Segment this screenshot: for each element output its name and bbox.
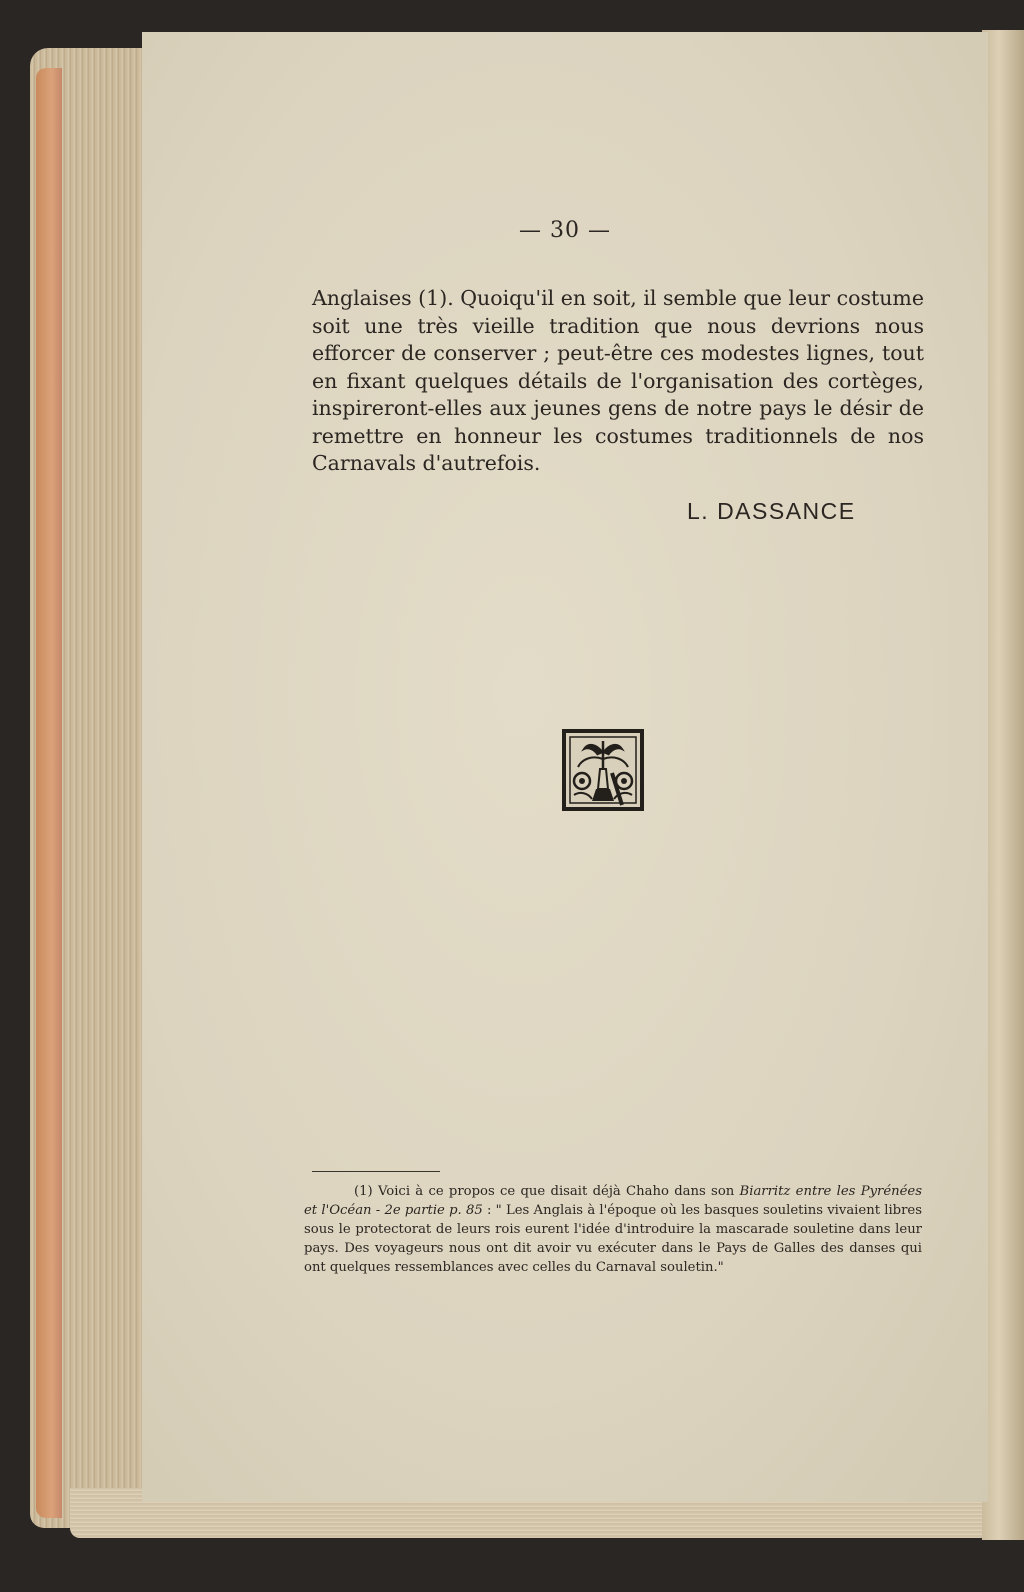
footnote <box>304 1182 922 1277</box>
footnote-text-start: Voici à ce propos ce que disait déjà Chaho dans son <box>372 1184 740 1199</box>
body-paragraph: Anglaises (1). Quoiqu'il en soit, il semble que leur costume soit une très vieille tradition que nous devrions nous efforcer de conserver ; peut-être ces modestes lignes, tout en fixant quelques détails de l'organisation des cortèges, inspireront-elles aux jeunes gens de notre pays le désir de remettre en honneur les costumes traditionnels de nos Carnavals d'autrefois. <box>312 286 924 475</box>
author-signature: L. DASSANCE <box>687 498 856 524</box>
book-page-edges <box>30 48 150 1528</box>
next-page-edge <box>982 30 1024 1540</box>
book-page <box>142 32 988 1502</box>
footnote-quote: : " Les Anglais à l'époque où les basques souletins vivaient libres sous le protectorat de leurs rois eurent l'idée d'introduire la mascarade souletine dans leur pays. Des voyageurs nous ont dit avoir vu exécuter dans le Pays de Galles des danses qui ont quelques ressemblances avec celles du Carnaval souletin." <box>304 1203 922 1275</box>
page-number: — 30 — <box>519 218 611 243</box>
decorative-vignette-icon <box>562 729 644 811</box>
colored-page-edge <box>36 68 62 1518</box>
footnote-separator <box>312 1171 440 1172</box>
footnote-book-title: Biarritz entre les Pyrénées et l'Océan - 2e partie p. 85 <box>304 1184 922 1218</box>
footnote-marker: (1) <box>354 1184 373 1199</box>
